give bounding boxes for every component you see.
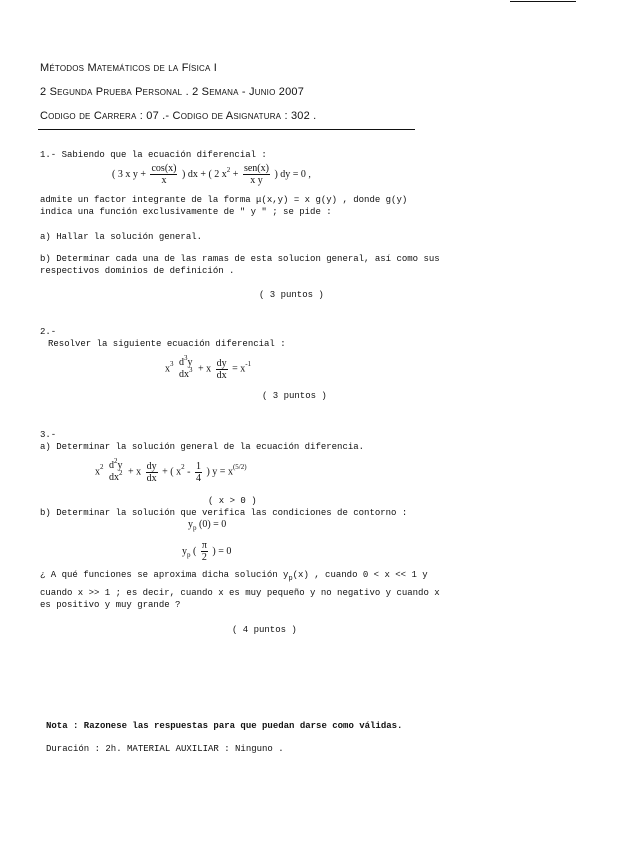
q1-indica: indica una función exclusivamente de " y " ; se pide :	[40, 207, 332, 217]
q3-quarter-num: 1	[195, 460, 201, 472]
q3-q-a-sub: p	[288, 575, 293, 583]
q1-intro: 1.- Sabiendo que la ecuación diferencial :	[40, 150, 267, 160]
q3-bc1-rest: (0) = 0	[199, 519, 227, 530]
header-course-title: Métodos Matemáticos de la Física I	[40, 62, 218, 74]
q2-d3y-d: d	[179, 357, 184, 368]
q3-bc2-y: y	[182, 545, 187, 557]
q3-q-a: ¿ A qué funciones se aproxima dicha solución y	[40, 570, 289, 580]
q3-question-line3: es positivo y muy grande ?	[40, 600, 181, 610]
q3-quarter	[195, 461, 202, 484]
q3-q-a-rest: (x) , cuando 0 < x << 1 y	[292, 570, 428, 580]
q1-exp: 2	[226, 165, 231, 174]
q1-points: ( 3 puntos )	[259, 290, 324, 300]
q2-plus-x: + x	[198, 363, 212, 375]
q3-question-line2: cuando x >> 1 ; es decir, cuando x es muy pequeño y no negativo y cuando x	[40, 588, 440, 598]
q2-rhs-exp: -1	[245, 360, 252, 369]
q3-rhs-exp: (5/2)	[232, 463, 247, 472]
header-codes: Codigo de Carrera : 07 .- Codigo de Asignatura : 302 .	[40, 110, 317, 122]
q3-equation	[95, 457, 247, 484]
q3-plus-x: + x	[128, 466, 142, 478]
q2-dy: dy	[216, 357, 227, 369]
q1-frac-sen-num: sen(x)	[243, 163, 269, 174]
q3-condition: ( x > 0 )	[208, 496, 257, 506]
q3-dy: dy	[146, 460, 157, 472]
q2-number: 2.-	[40, 327, 57, 337]
q3-part-a-intro: a) Determinar la solución general de la ecuación diferencia.	[40, 442, 365, 452]
q3-paren-exp: 2	[181, 463, 185, 472]
q3-question-line1	[40, 570, 428, 583]
q3-part-b-intro: b) Determinar la solución que verifica las condiciones de contorno :	[40, 508, 408, 518]
q3-minus: -	[187, 466, 191, 478]
q3-dx: dx	[146, 472, 157, 484]
top-rule	[510, 1, 576, 2]
q1-eq-open: ( 3 x y +	[112, 168, 146, 180]
q3-bc2-open: (	[193, 545, 197, 557]
q2-dx3-exp: 3	[189, 366, 193, 374]
q2-d3y-exp: 3	[184, 354, 188, 362]
q3-bc2-frac	[201, 540, 208, 563]
q3-bc1-y: y	[188, 519, 193, 530]
q3-second-derivative	[108, 457, 124, 484]
q1-part-b-line2: respectivos dominios de definición .	[40, 266, 235, 276]
q3-x: x	[95, 466, 100, 478]
q1-equation	[112, 163, 311, 186]
q3-dx2-exp: 2	[119, 469, 123, 477]
q3-eq-close: ) y = x	[206, 466, 233, 478]
q3-bc2-den: 2	[201, 552, 207, 563]
q3-d2y-d: d	[109, 460, 114, 471]
q2-intro: Resolver la siguiente ecuación diferencial :	[48, 339, 286, 349]
q3-dx2	[108, 469, 124, 484]
q2-rhs: = x	[232, 363, 246, 375]
q3-number: 3.-	[40, 430, 57, 440]
q1-admite: admite un factor integrante de la forma μ(x,y) = x g(y) , donde g(y)	[40, 195, 408, 205]
q1-part-b-line1: b) Determinar cada una de las ramas de esta solucion general, así como sus	[40, 254, 440, 264]
q3-x-exp: 2	[100, 463, 104, 472]
q1-part-a: a) Hallar la solución general.	[40, 232, 203, 242]
q2-x: x	[165, 363, 170, 375]
q2-first-derivative	[216, 358, 228, 381]
q3-bc2-sub: p	[187, 550, 191, 559]
footer-note: Nota : Razonese las respuestas para que puedan darse como válidas.	[46, 721, 403, 731]
q3-bc2-num: π	[201, 540, 207, 551]
q3-plus-paren: + ( x	[162, 466, 182, 478]
q1-frac-cos-num: cos(x)	[151, 163, 177, 174]
q1-frac-cos-den: x	[161, 175, 167, 186]
q2-dx: dx	[216, 369, 227, 381]
q2-third-derivative	[178, 354, 194, 381]
q3-quarter-den: 4	[195, 472, 201, 484]
q3-bc1-sub: p	[193, 524, 197, 532]
q3-d2y-y: y	[117, 460, 123, 471]
q3-boundary-2	[182, 540, 231, 563]
header-exam-info: 2 Segunda Prueba Personal . 2 Semana - Junio 2007	[40, 86, 305, 98]
q1-frac-cos	[150, 163, 177, 186]
q3-first-derivative	[146, 461, 158, 484]
q3-boundary-1	[188, 519, 226, 530]
q3-dx2-dx: dx	[109, 472, 119, 483]
q2-dx3	[178, 366, 194, 381]
q2-equation	[165, 354, 252, 381]
q1-eq-close: ) dy = 0 ,	[274, 168, 311, 180]
q2-x-exp: 3	[170, 360, 174, 369]
q2-dx3-dx: dx	[179, 369, 189, 380]
q3-d2y-exp: 2	[114, 457, 118, 465]
q1-eq-mid: ) dx + ( 2 x	[181, 168, 227, 180]
header-rule	[38, 129, 415, 130]
footer-duration: Duración : 2h. MATERIAL AUXILIAR : Ninguno .	[46, 744, 284, 754]
q2-points: ( 3 puntos )	[262, 391, 327, 401]
q2-d3y-y: y	[187, 357, 193, 368]
q3-points: ( 4 puntos )	[232, 625, 297, 635]
q1-eq-plus: +	[232, 168, 239, 180]
q3-bc2-close: ) = 0	[212, 545, 232, 557]
q1-frac-sen	[243, 163, 270, 186]
q1-frac-sen-den: x y	[250, 175, 263, 186]
